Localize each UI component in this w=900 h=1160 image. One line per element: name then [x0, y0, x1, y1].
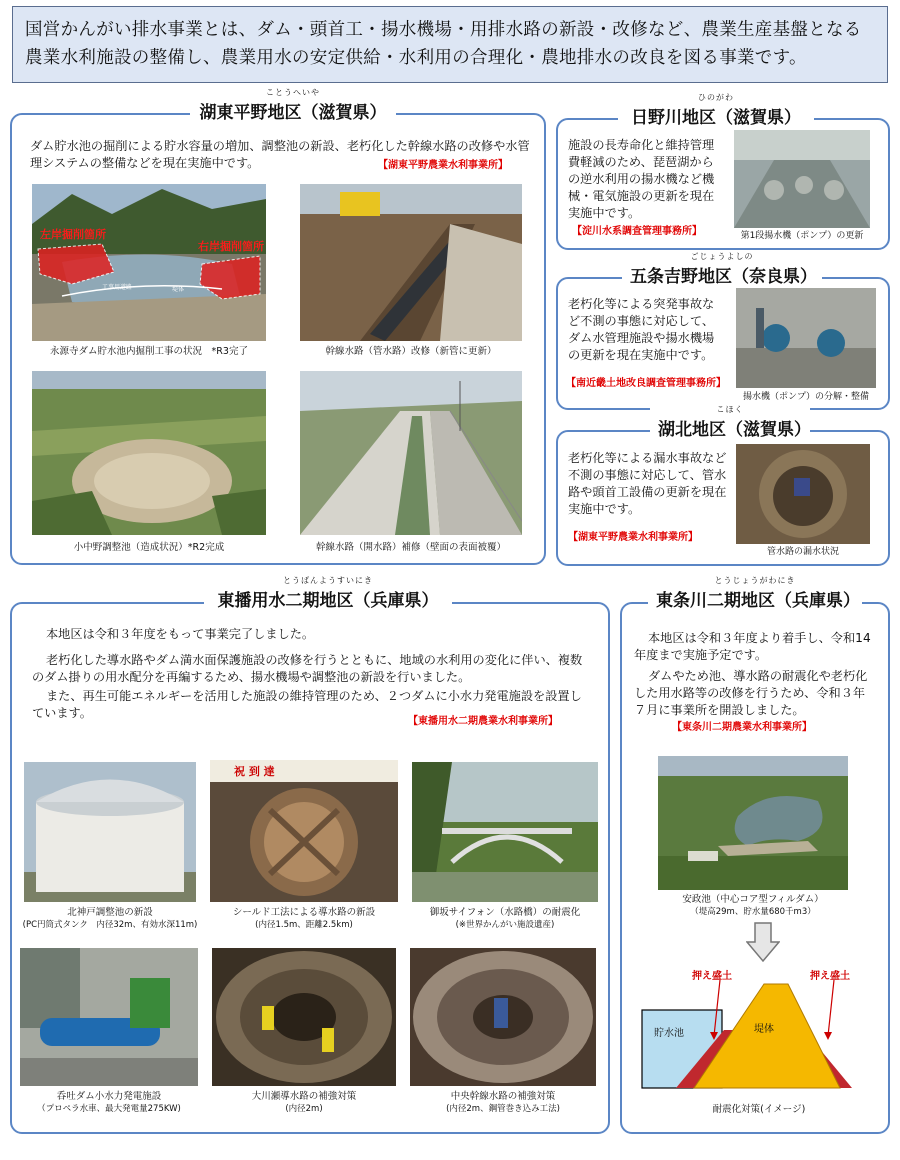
intro-box: [12, 6, 888, 83]
hino-ruby: ひのがわ: [698, 93, 734, 102]
tojo-para1: [634, 630, 874, 664]
koto-caption-2: 幹線水路（管水路）改修（新管に更新）: [325, 346, 497, 357]
down-arrow-icon: [746, 922, 780, 962]
tojo-caption: [644, 894, 862, 918]
tojo-para1-text: 本地区は令和３年度より着手し、令和14年度まで実施予定です。: [634, 631, 871, 662]
tobann-caption-5-sub: (内径2m): [285, 1104, 323, 1114]
diagram-label-embankment: 堤体: [754, 1024, 774, 1035]
tobann-ruby: とうばんようすいにき: [283, 576, 373, 585]
gojo-photo-pump: [736, 288, 876, 388]
tobann-caption-1: [14, 907, 206, 931]
tobann-office: 【東播用水二期農業水利事業所】: [408, 716, 558, 727]
tobann-caption-4-sub: （プロペラ水車、最大発電量275KW): [37, 1104, 181, 1114]
gojo-office: 【南近畿土地改良調査管理事務所】: [566, 378, 726, 389]
koto-photo1-label-left: 左岸掘削箇所: [40, 228, 106, 241]
tobann-caption-6-sub: (内径2m、鋼管巻き込み工法): [446, 1104, 560, 1114]
koto-photo-regulating-pond: [32, 371, 266, 535]
gojo-title: 五条吉野地区（奈良県）: [630, 267, 817, 287]
tobann-photo-bridge: [412, 762, 598, 902]
koto-body: ダム貯水池の掘削による貯水容量の増加、調整池の新設、老朽化した幹線水路の改修や水管理システムの整備などを現在実施中です。: [30, 139, 530, 170]
koto-ruby: ことうへいや: [266, 88, 320, 97]
koto-photo-pipe-trench: [300, 184, 522, 341]
tobann-photo-turbine: [20, 948, 198, 1086]
koto-caption-3: 小中野調整池（造成状況）*R2完成: [73, 542, 225, 553]
koto-photo-open-channel: [300, 371, 522, 535]
tobann-shield-sign: 祝 到 達: [234, 765, 275, 778]
tobann-caption-3: [404, 907, 606, 931]
koto-office: 【湖東平野農業水利事業所】: [378, 160, 508, 171]
tobann-caption-6: [404, 1091, 602, 1115]
diagram-label-reservoir: 貯水池: [654, 1028, 684, 1039]
kohoku-caption: 管水路の漏水状況: [766, 547, 839, 557]
tobann-title-block: [204, 576, 452, 611]
koto-photo1-label-right: 右岸掘削箇所: [198, 240, 264, 253]
kohoku-office: 【湖東平野農業水利事業所】: [568, 532, 698, 543]
tobann-caption-5: [206, 1091, 402, 1115]
hino-office: 【淀川水系調査管理事務所】: [572, 226, 702, 237]
gojo-title-block: [622, 252, 822, 287]
tojo-photo-ansei-pond: [658, 756, 848, 890]
koto-caption-4: 幹線水路（開水路）補修（壁面の表面被覆）: [315, 542, 506, 553]
tobann-caption-1-main: 北神戸調整池の新設: [67, 907, 153, 918]
kohoku-title-block: [650, 405, 810, 440]
tobann-photo-tunnel-2: [410, 948, 596, 1086]
kohoku-ruby: こほく: [716, 405, 744, 414]
koto-title-block: [190, 88, 396, 123]
tojo-para2-text: ダムやため池、導水路の耐震化や老朽化した用水路等の改修を行うため、令和３年７月に事業所を開設しました。: [634, 669, 868, 717]
tobann-para2-text: 老朽化した導水路やダム満水面保護施設の改修を行うとともに、地域の水利用の変化に伴い、複数のダム掛りの用水配分を再編するため、揚水機場や調整池の新設を行いました。: [32, 653, 583, 684]
tojo-title: 東条川二期地区（兵庫県）: [656, 591, 860, 611]
kohoku-photo-pipe-leak: [736, 444, 870, 544]
tobann-para1: [32, 626, 592, 643]
tojo-ruby: とうじょうがわにき: [714, 576, 796, 585]
tojo-para2: [634, 668, 874, 719]
gojo-caption: 揚水機（ポンプ）の分解・整備: [742, 392, 870, 402]
tobann-caption-3-main: 御坂サイフォン（水路橋）の耐震化: [429, 907, 581, 918]
tobann-para2: [32, 652, 592, 686]
tobann-caption-4-main: 呑吐ダム小水力発電施設: [56, 1091, 162, 1102]
tojo-caption-main: 安政池（中心コア型フィルダム）: [682, 894, 824, 905]
intro-text: 国営かんがい排水事業とは、ダム・頭首工・揚水機場・用排水路の新設・改修など、農業生産基盤となる農業水利施設の整備し、農業用水の安定供給・水利用の合理化・農地排水の改良を図る事業です。: [25, 20, 862, 68]
tobann-caption-3-sub: (※世界かんがい施設遺産): [455, 920, 555, 930]
tojo-office: 【東条川二期農業水利事業所】: [672, 722, 812, 733]
hino-title-block: [618, 93, 814, 128]
koto-photo1-label-dam: 堤体: [172, 286, 185, 293]
koto-title: 湖東平野地区（滋賀県）: [199, 103, 387, 123]
tobann-caption-5-main: 大川瀬導水路の補強対策: [251, 1091, 357, 1102]
kohoku-body: 老朽化等による漏水事故など不測の事態に対応して、管水路や頭首工設備の更新を現在実施中です。: [568, 451, 727, 516]
tobann-photo-shield: [210, 760, 398, 902]
tobann-para3-text: また、再生可能エネルギーを活用した施設の維持管理のため、２つダムに小水力発電施設を設置しています。: [32, 689, 582, 720]
diagram-caption: 耐震化対策(イメージ): [712, 1104, 806, 1115]
hino-photo-pump: [734, 130, 870, 228]
koto-photo-dam-reservoir: [32, 184, 266, 341]
diagram-label-right-fill: 押え盛土: [810, 971, 850, 982]
tobann-caption-2: [206, 907, 402, 931]
tojo-title-block: [648, 576, 862, 611]
tobann-caption-4: [14, 1091, 204, 1115]
tobann-caption-1-sub: (PC円筒式タンク 内径32m、有効水深11m): [22, 920, 198, 930]
diagram-label-left-fill: 押え盛土: [692, 971, 732, 982]
hino-caption: 第1段揚水機（ポンプ）の更新: [740, 231, 864, 241]
tobann-title: 東播用水二期地区（兵庫県）: [217, 591, 439, 611]
tobann-caption-2-sub: (内径1.5m、距離2.5km): [255, 920, 353, 930]
tobann-para1-text: 本地区は令和３年度をもって事業完了しました。: [46, 627, 315, 641]
hino-body: 施設の長寿命化と維持管理費軽減のため、琵琶湖からの逆水利用の揚水機など機械・電気施設の更新を現在実施中です。: [568, 138, 715, 220]
tobann-photo-tank: [24, 762, 196, 902]
koto-photo1-label-road: 工事用道路: [102, 284, 133, 291]
hino-title: 日野川地区（滋賀県）: [631, 108, 801, 128]
kohoku-title: 湖北地区（滋賀県）: [658, 420, 811, 440]
gojo-body: 老朽化等による突発事故など不測の事態に対応して、ダム水管理施設や揚水機場の更新を現在実施中です。: [568, 297, 715, 362]
seismic-diagram: [636, 962, 882, 1100]
tobann-photo-tunnel-1: [212, 948, 396, 1086]
koto-caption-1: 永源寺ダム貯水池内掘削工事の状況 *R3完了: [50, 346, 248, 357]
tobann-caption-6-main: 中央幹線水路の補強対策: [450, 1091, 556, 1102]
tobann-caption-2-main: シールド工法による導水路の新設: [232, 907, 376, 918]
gojo-ruby: ごじょうよしの: [690, 252, 754, 261]
tojo-caption-sub: （堤高29m、貯水量680千m3）: [690, 907, 816, 917]
